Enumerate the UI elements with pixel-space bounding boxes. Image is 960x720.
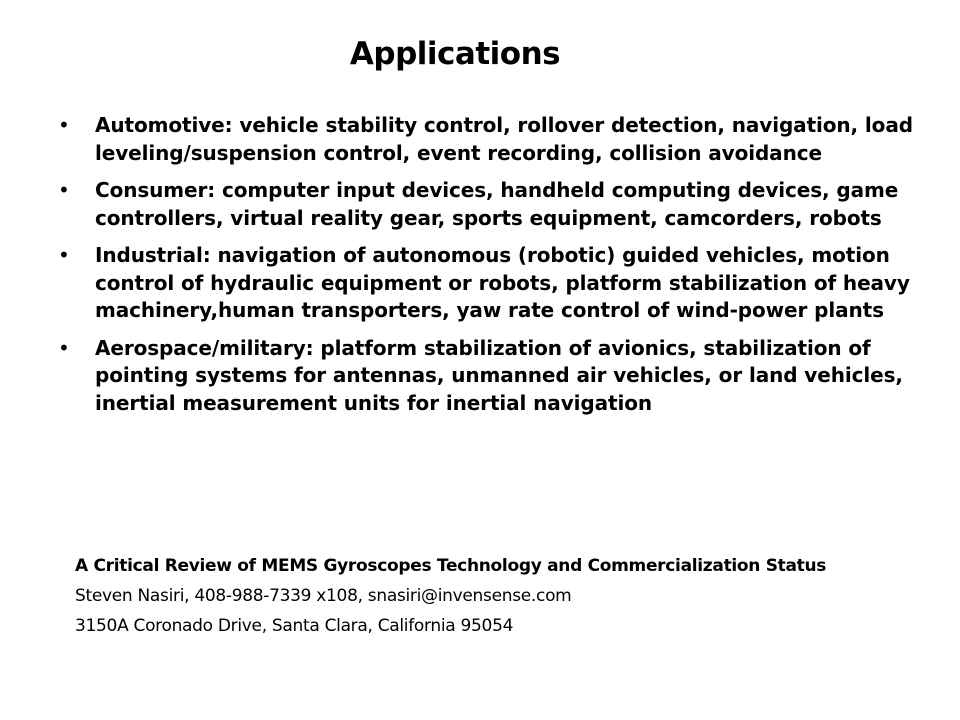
bullet-icon: • (58, 178, 70, 202)
bullet-text: Consumer: computer input devices, handheld computing devices, game controllers, virtual reality gear, sports equipment, camcorders, robots (95, 178, 899, 230)
bullet-item-aerospace (58, 335, 928, 418)
reference-block (75, 551, 935, 641)
bullet-icon: • (58, 335, 70, 360)
bullet-item-industrial (58, 242, 928, 325)
slide-title: Applications (349, 36, 561, 72)
reference-address: 3150A Coronado Drive, Santa Clara, California 95054 (75, 616, 514, 636)
bullet-text: Aerospace/military: platform stabilization of avionics, stabilization of pointing systems for antennas, unmanned air vehicles, or land vehicles, inertial measurement units for inertial navigation (95, 335, 903, 415)
bullet-icon: • (58, 243, 70, 267)
bullet-item-automotive (58, 112, 928, 167)
bullet-text: Industrial: navigation of autonomous (robotic) guided vehicles, motion control of hydraulic equipment or robots, platform stabilization of heavy machinery,human transporters, yaw rate control of wind-power plants (95, 243, 910, 322)
bullet-item-consumer (58, 177, 928, 232)
reference-author: Steven Nasiri, 408-988-7339 x108, snasiri@invensense.com (75, 586, 572, 606)
reference-title: A Critical Review of MEMS Gyroscopes Technology and Commercialization Status (75, 556, 827, 576)
bullet-text: Automotive: vehicle stability control, rollover detection, navigation, load leveling/suspension control, event recording, collision avoidance (95, 113, 913, 165)
bullet-icon: • (58, 113, 70, 137)
bullet-list (58, 112, 928, 427)
